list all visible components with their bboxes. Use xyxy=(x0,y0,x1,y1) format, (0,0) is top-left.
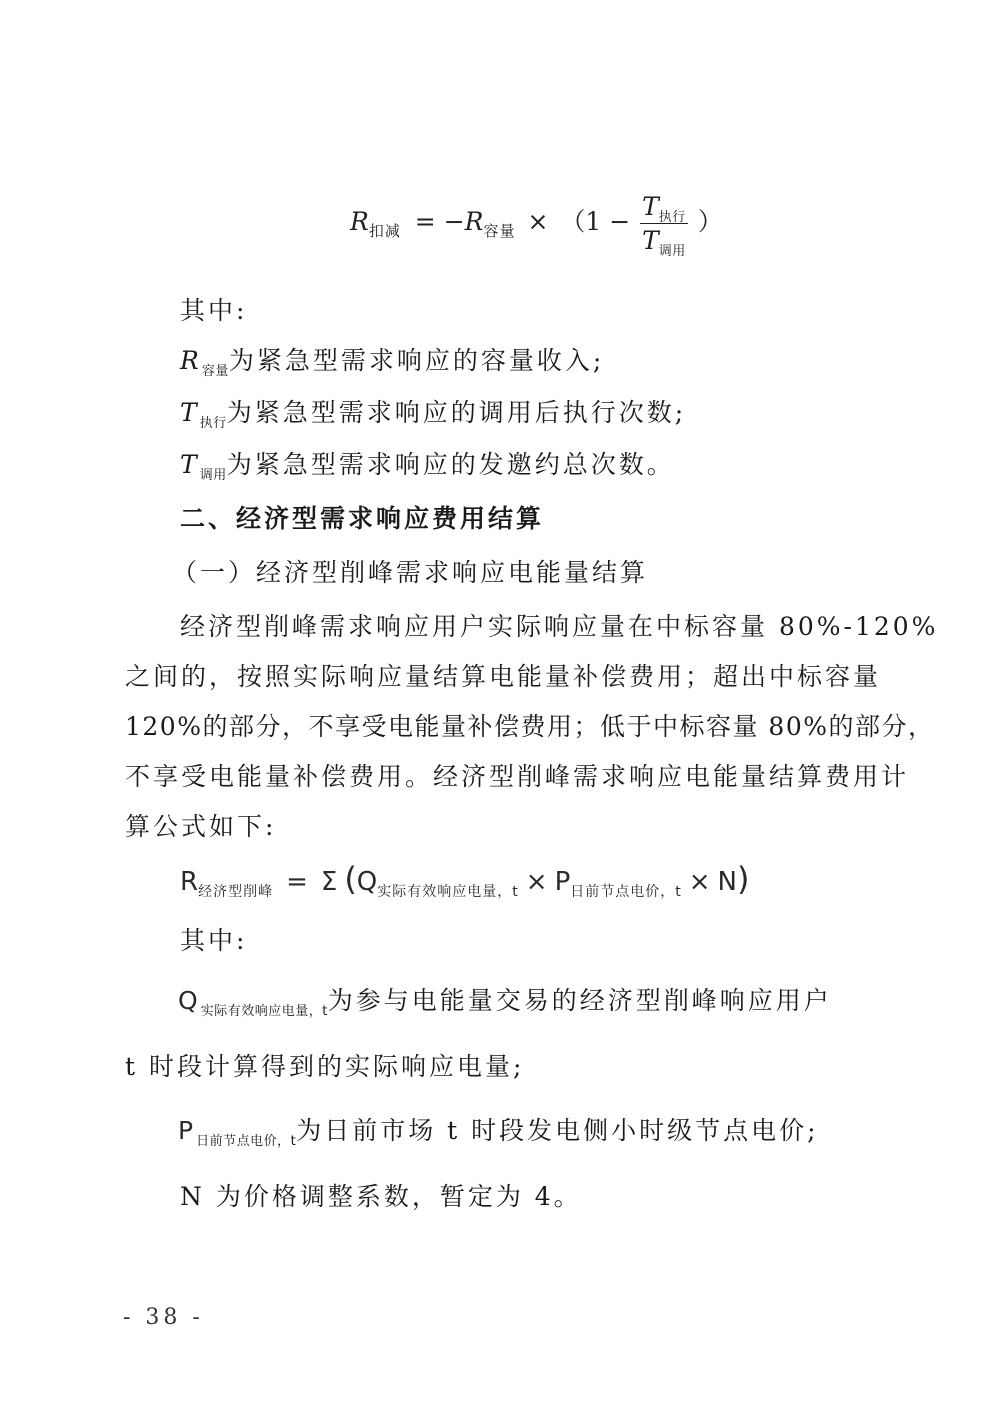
def-text: 为紧急型需求响应的发邀约总次数。 xyxy=(226,450,675,479)
paragraph-line: 算公式如下: xyxy=(125,812,277,841)
formula-operator: × xyxy=(525,867,548,897)
fraction-numerator: $T_{执行}$ xyxy=(642,192,686,225)
paragraph-line: 之间的，按照实际响应量结算电能量补偿费用；超出中标容量 xyxy=(125,662,882,691)
formula-symbol: P xyxy=(554,867,571,897)
definition-n: N 为价格调整系数，暂定为 4。 xyxy=(180,1182,582,1211)
def-symbol: P xyxy=(178,1116,197,1145)
paragraph-line: 120%的部分，不享受电能量补偿费用；低于中标容量 80%的部分， xyxy=(125,712,935,741)
definition-q xyxy=(178,986,832,1019)
subsection-heading: （一）经济型削峰需求响应电能量结算 xyxy=(172,558,649,587)
formula-operator: = − xyxy=(414,207,465,236)
fraction-denominator: $T_{调用}$ xyxy=(642,226,686,259)
def-text: 为紧急型需求响应的容量收入; xyxy=(228,346,605,375)
def-subscript: 实际有效响应电量，t xyxy=(200,1004,328,1019)
formula-subscript: 扣减 xyxy=(368,222,401,240)
section-heading: 二、经济型需求响应费用结算 xyxy=(180,504,545,533)
formula-symbol: Q xyxy=(356,867,378,897)
def-subscript: 调用 xyxy=(199,468,227,483)
page-number: - 38 - xyxy=(123,1305,204,1330)
def-symbol: R xyxy=(180,346,202,375)
definition-t-execute xyxy=(180,398,687,431)
where-label: 其中: xyxy=(180,926,248,955)
def-subscript: 容量 xyxy=(201,364,229,379)
formula-operator: × xyxy=(688,867,711,897)
def-symbol: T xyxy=(180,450,200,479)
formula-operator: × xyxy=(527,207,549,236)
definition-r-capacity xyxy=(180,346,605,379)
definition-t-invoke xyxy=(180,450,675,483)
formula-paren-open: （1 − xyxy=(560,207,631,236)
formula-subscript: 容量 xyxy=(483,222,516,240)
formula-subscript: 实际有效响应电量，t xyxy=(377,884,519,900)
def-symbol: T xyxy=(180,398,200,427)
where-label: 其中: xyxy=(180,296,248,325)
formula-symbol: R xyxy=(464,207,484,236)
formula-paren-close: ） xyxy=(697,207,723,236)
def-symbol: Q xyxy=(178,986,201,1015)
def-subscript: 执行 xyxy=(199,416,227,431)
formula-symbol: R xyxy=(350,207,369,236)
definition-p xyxy=(178,1116,819,1149)
def-subscript: 日前节点电价，t xyxy=(196,1134,297,1149)
formula-subscript: 日前节点电价，t xyxy=(570,884,682,900)
def-text: 为日前市场 t 时段发电侧小时级节点电价; xyxy=(296,1116,819,1145)
formula-operator: = xyxy=(286,867,308,897)
formula-symbol: R xyxy=(180,867,199,897)
formula-deduction xyxy=(350,192,723,259)
paragraph-line: 经济型削峰需求响应用户实际响应量在中标容量 80%-120% xyxy=(180,612,939,641)
def-text: 为紧急型需求响应的调用后执行次数; xyxy=(226,398,687,427)
paragraph-line: t 时段计算得到的实际响应电量; xyxy=(125,1052,525,1081)
formula-economic-settlement xyxy=(180,860,749,898)
formula-subscript: 经济型削峰 xyxy=(198,884,274,900)
formula-fraction xyxy=(640,192,688,259)
formula-paren-close: ) xyxy=(737,860,750,898)
paragraph-line: 不享受电能量补偿费用。经济型削峰需求响应电能量结算费用计 xyxy=(125,762,910,791)
formula-sigma: Σ xyxy=(320,867,338,897)
formula-symbol: N xyxy=(717,867,737,897)
def-text: 为参与电能量交易的经济型削峰响应用户 xyxy=(327,986,832,1015)
formula-paren-open: ( xyxy=(344,860,357,898)
